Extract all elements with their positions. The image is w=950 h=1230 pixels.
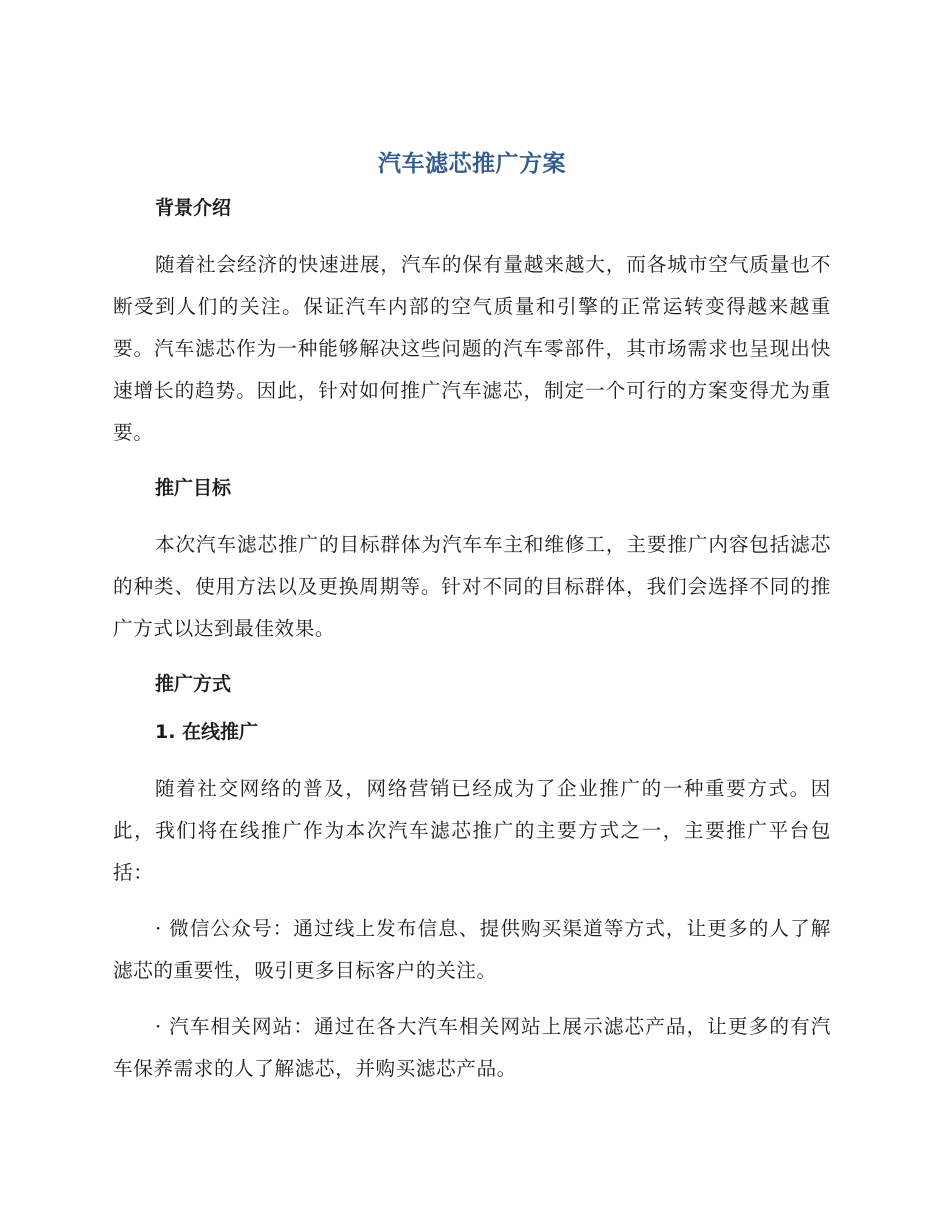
subsection-heading-online: 1. 在线推广: [155, 721, 259, 743]
paragraph-online: 随着社交网络的普及，网络营销已经成为了企业推广的一种重要方式。因此，我们将在线推广作为本次汽车滤芯推广的主要方式之一，主要推广平台包括：: [113, 777, 831, 884]
section-heading-methods: 推广方式: [155, 673, 232, 695]
bullet-item-auto-websites: · 汽车相关网站：通过在各大汽车相关网站上展示滤芯产品，让更多的有汽车保养需求的人了解滤芯，并购买滤芯产品。: [113, 1015, 831, 1080]
paragraph-goal: 本次汽车滤芯推广的目标群体为汽车车主和维修工，主要推广内容包括滤芯的种类、使用方法以及更换周期等。针对不同的目标群体，我们会选择不同的推广方式以达到最佳效果。: [113, 533, 831, 640]
section-heading-goal: 推广目标: [155, 477, 232, 499]
paragraph-background: 随着社会经济的快速进展，汽车的保有量越来越大，而各城市空气质量也不断受到人们的关注。保证汽车内部的空气质量和引擎的正常运转变得越来越重要。汽车滤芯作为一种能够解决这些问题的汽车零部件，其市场需求也呈现出快速增长的趋势。因此，针对如何推广汽车滤芯，制定一个可行的方案变得尤为重要。: [113, 253, 831, 444]
document-page: [113, 148, 831, 1090]
section-heading-background: 背景介绍: [155, 197, 232, 219]
document-title: 汽车滤芯推广方案: [378, 151, 566, 177]
bullet-item-wechat: · 微信公众号：通过线上发布信息、提供购买渠道等方式，让更多的人了解滤芯的重要性，吸引更多目标客户的关注。: [113, 917, 831, 982]
